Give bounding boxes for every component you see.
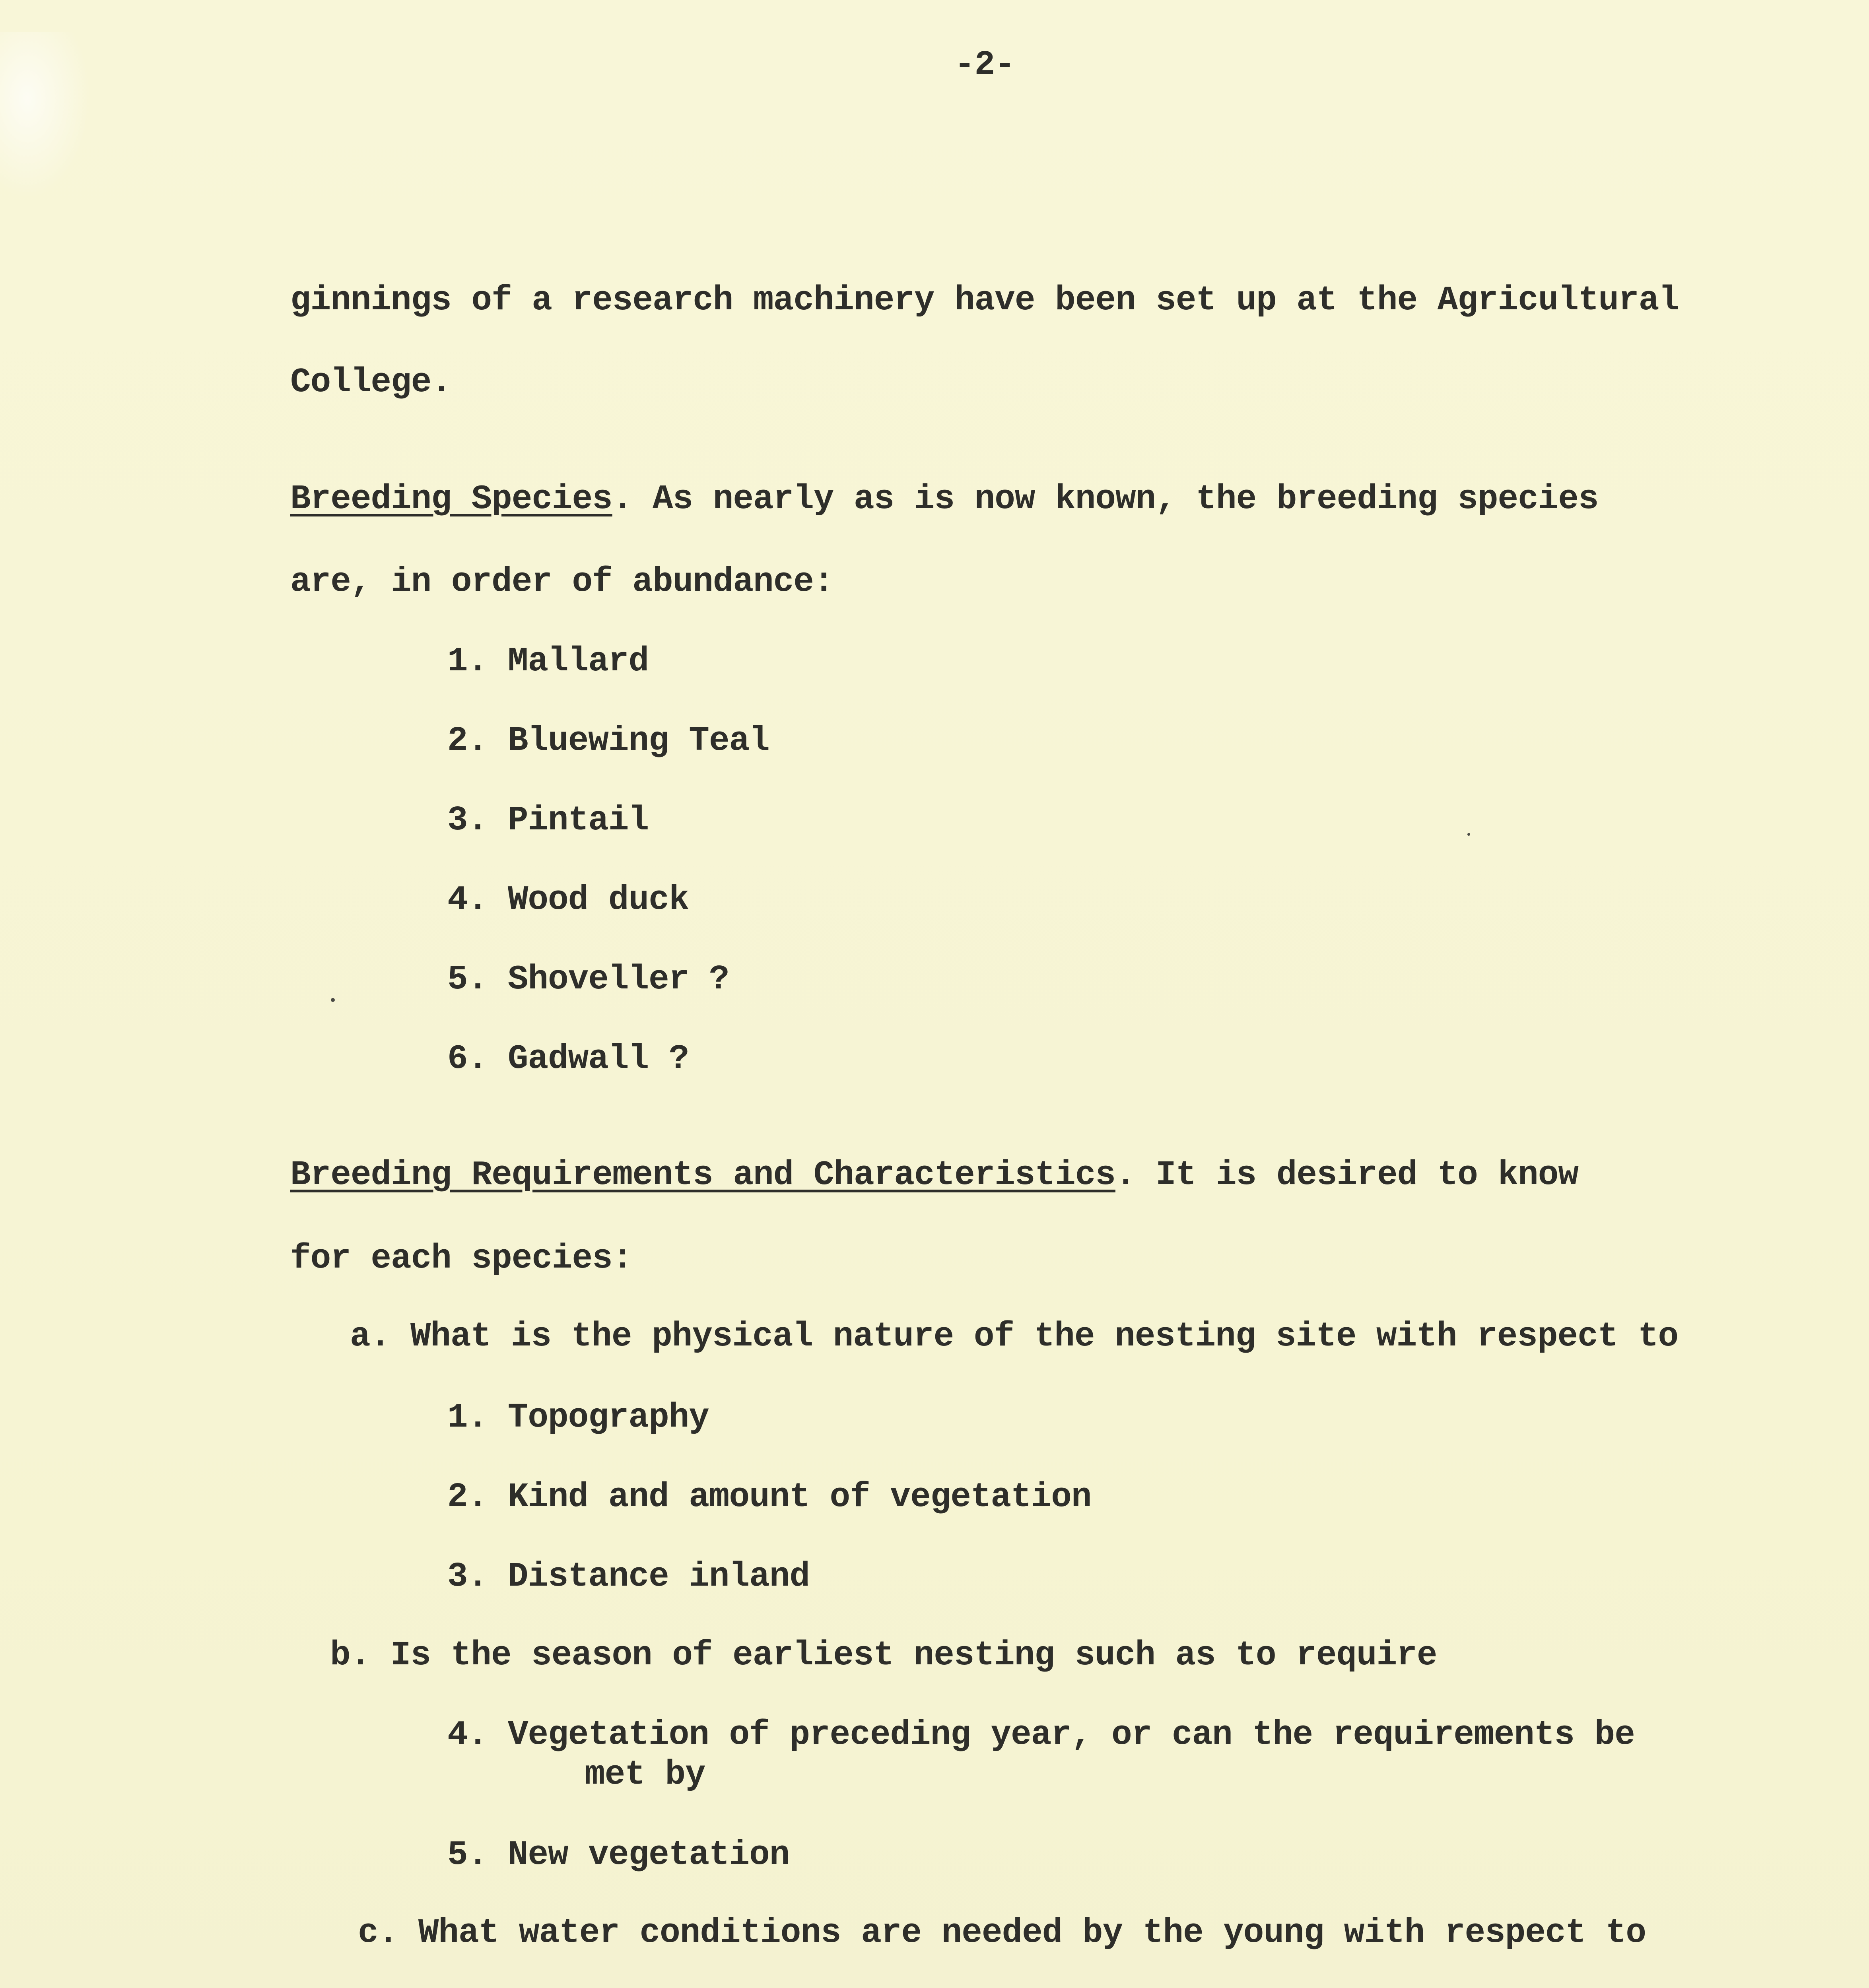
paper-edge-mark (0, 32, 91, 199)
breeding-species-text: As nearly as is now known, the breeding species (632, 480, 1599, 518)
question-a: a. What is the physical nature of the nesting site with respect to (350, 1317, 1679, 1356)
paper-speck (1467, 833, 1470, 836)
question-a-item: 1. Topography (447, 1398, 709, 1437)
question-b-item: 4. Vegetation of preceding year, or can the requirements be (447, 1715, 1635, 1754)
page-number: -2- (954, 45, 1015, 84)
question-b-item: 5. New vegetation (447, 1835, 790, 1874)
breeding-requirements-paragraph (290, 1155, 1578, 1194)
breeding-species-heading-period: . (612, 480, 633, 518)
species-item: 2. Bluewing Teal (447, 721, 769, 760)
species-item: 5. Shoveller ? (447, 960, 729, 999)
question-b: b. Is the season of earliest nesting such as to require (330, 1636, 1437, 1675)
intro-line-2: College. (290, 363, 451, 402)
question-c: c. What water conditions are needed by the young with respect to (358, 1913, 1646, 1952)
breeding-requirements-heading-period: . (1115, 1155, 1136, 1194)
breeding-species-paragraph (290, 482, 1599, 516)
species-item: 1. Mallard (447, 642, 649, 681)
paper-speck (331, 998, 335, 1002)
question-b-item-continuation: met by (585, 1755, 705, 1794)
breeding-species-heading: Breeding Species (290, 480, 612, 518)
intro-line-1: ginnings of a research machinery have been set up at the Agricultural (290, 281, 1679, 320)
breeding-species-text-line-2: are, in order of abundance: (290, 562, 834, 601)
breeding-requirements-text-line-2: for each species: (290, 1239, 633, 1278)
species-item: 4. Wood duck (447, 880, 689, 919)
breeding-requirements-text: It is desired to know (1135, 1155, 1578, 1194)
species-item: 6. Gadwall ? (447, 1039, 689, 1078)
question-a-item: 2. Kind and amount of vegetation (447, 1477, 1092, 1516)
breeding-requirements-heading: Breeding Requirements and Characteristics (290, 1155, 1115, 1194)
species-item: 3. Pintail (447, 801, 649, 840)
question-a-item: 3. Distance inland (447, 1557, 810, 1596)
